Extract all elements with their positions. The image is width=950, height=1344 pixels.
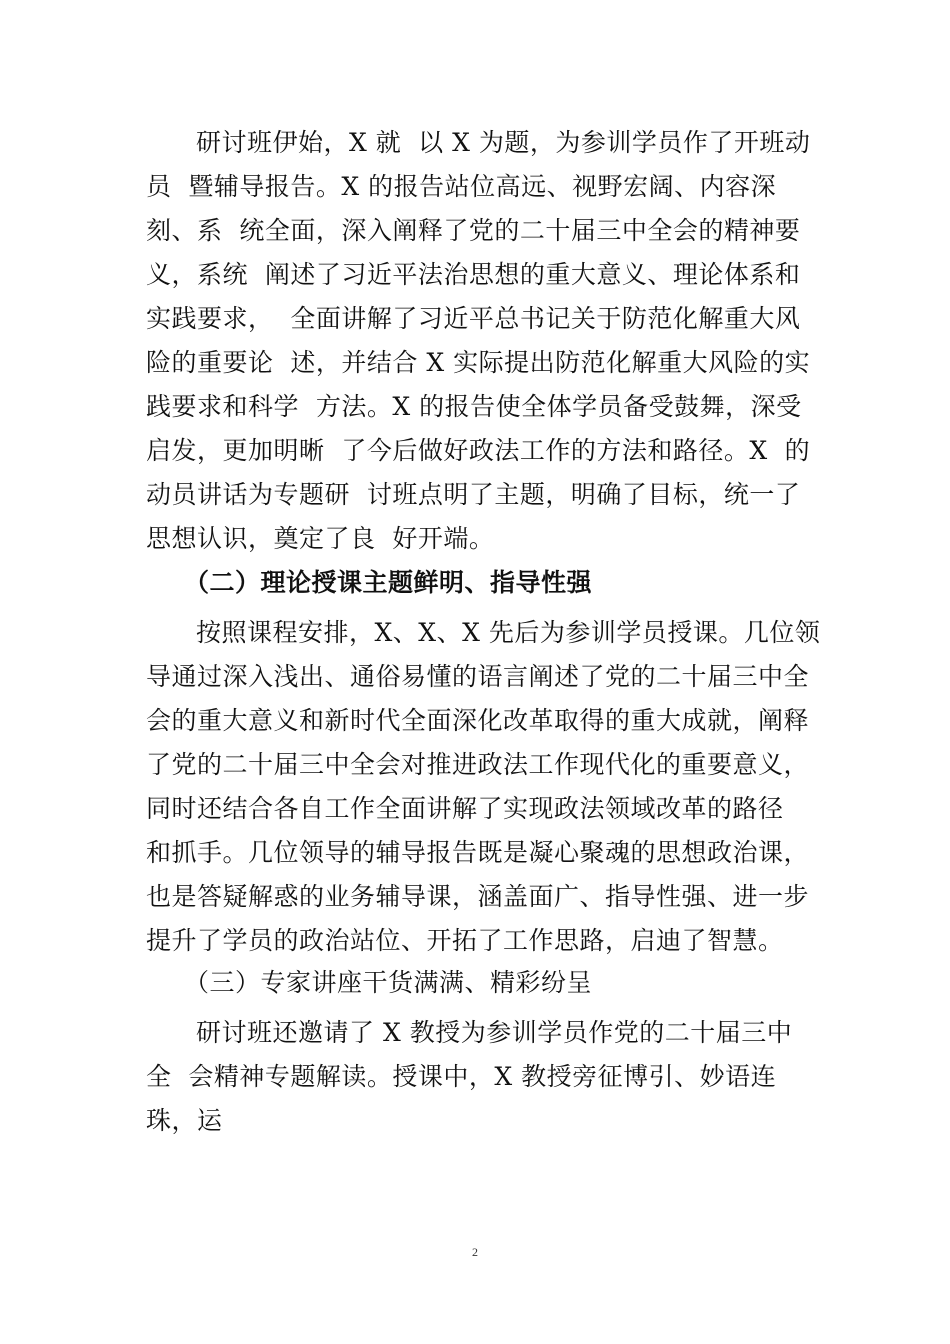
paragraph-1-line-6: 险的重要论 述，并结合 X 实际提出防范化解重大风险的实 <box>146 348 811 377</box>
paragraph-2-line-4: 了党的二十届三中全会对推进政法工作现代化的重要意义， <box>146 750 810 779</box>
paragraph-1-line-5: 实践要求， 全面讲解了习近平总书记关于防范化解重大风 <box>146 304 801 333</box>
paragraph-3-line-2: 全 会精神专题解读。授课中，X 教授旁征博引、妙语连 <box>146 1062 777 1091</box>
paragraph-1-line-2: 员 暨辅导报告。X 的报告站位高远、视野宏阔、内容深 <box>146 172 777 201</box>
page-number: 2 <box>472 1245 478 1259</box>
paragraph-2-line-2: 导通过深入浅出、通俗易懂的语言阐述了党的二十届三中全 <box>146 662 810 691</box>
paragraph-1-line-4: 义，系统 阐述了习近平法治思想的重大意义、理论体系和 <box>146 260 801 289</box>
paragraph-1-line-9: 动员讲话为专题研 讨班点明了主题，明确了目标，统一了 <box>146 480 801 509</box>
paragraph-2-line-1: 按照课程安排，X、X、X 先后为参训学员授课。几位领 <box>196 618 821 647</box>
paragraph-2-line-8: 提升了学员的政治站位、开拓了工作思路，启迪了智慧。 <box>146 926 784 955</box>
paragraph-1-line-1: 研讨班伊始，X 就 以 X 为题，为参训学员作了开班动 <box>196 128 811 157</box>
paragraph-1-line-8: 启发，更加明晰 了今后做好政法工作的方法和路径。X 的 <box>146 436 811 465</box>
paragraph-2-line-3: 会的重大意义和新时代全面深化改革取得的重大成就，阐释 <box>146 706 810 735</box>
paragraph-2-line-7: 也是答疑解惑的业务辅导课，涵盖面广、指导性强、进一步 <box>146 882 810 911</box>
paragraph-3-line-3: 珠，运 <box>146 1106 223 1135</box>
section-heading-2: （二）理论授课主题鲜明、指导性强 <box>184 568 593 597</box>
paragraph-1-line-3: 刻、系 统全面，深入阐释了党的二十届三中全会的精神要 <box>146 216 801 245</box>
paragraph-2-line-6: 和抓手。几位领导的辅导报告既是凝心聚魂的思想政治课， <box>146 838 810 867</box>
paragraph-2-line-5: 同时还结合各自工作全面讲解了实现政法领域改革的路径 <box>146 794 784 823</box>
paragraph-1-line-7: 践要求和科学 方法。X 的报告使全体学员备受鼓舞，深受 <box>146 392 802 421</box>
paragraph-3-line-1: 研讨班还邀请了 X 教授为参训学员作党的二十届三中 <box>196 1018 793 1047</box>
paragraph-1-line-10: 思想认识，奠定了良 好开端。 <box>146 524 495 553</box>
section-heading-3: （三）专家讲座干货满满、精彩纷呈 <box>184 968 593 997</box>
